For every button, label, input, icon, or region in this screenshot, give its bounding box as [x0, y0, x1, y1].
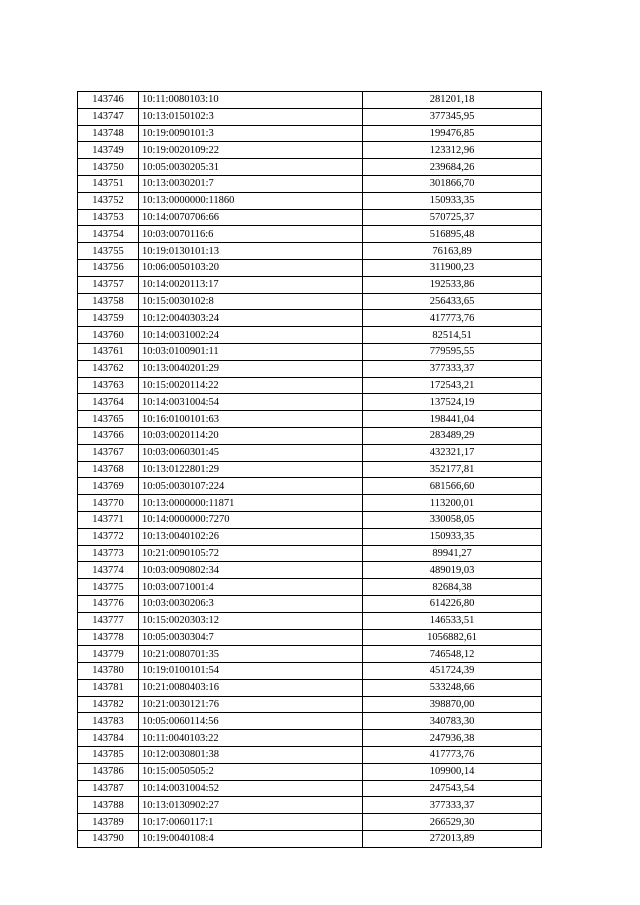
table-row: [78, 562, 542, 579]
cadastral-value-cell: 614226,80: [363, 595, 542, 612]
cadastral-number-cell: 10:03:0060301:45: [139, 444, 363, 461]
cadastral-number-cell: 10:17:0060117:1: [139, 814, 363, 831]
cadastral-value-cell: 398870,00: [363, 696, 542, 713]
table-row: [78, 394, 542, 411]
table-row: [78, 511, 542, 528]
row-number-cell: 143769: [78, 478, 139, 495]
cadastral-number-cell: 10:11:0080103:10: [139, 92, 363, 109]
cadastral-number-cell: 10:14:0031004:54: [139, 394, 363, 411]
cadastral-number-cell: 10:21:0090105:72: [139, 545, 363, 562]
cadastral-number-cell: 10:21:0080701:35: [139, 646, 363, 663]
cadastral-value-cell: 377333,37: [363, 797, 542, 814]
cadastral-number-cell: 10:15:0030102:8: [139, 293, 363, 310]
cadastral-value-cell: 272013,89: [363, 831, 542, 848]
table-row: [78, 192, 542, 209]
cadastral-value-cell: 301866,70: [363, 175, 542, 192]
row-number-cell: 143786: [78, 763, 139, 780]
cadastral-number-cell: 10:05:0060114:56: [139, 713, 363, 730]
row-number-cell: 143755: [78, 243, 139, 260]
cadastral-value-cell: 489019,03: [363, 562, 542, 579]
cadastral-number-cell: 10:13:0000000:11860: [139, 192, 363, 209]
cadastral-number-cell: 10:03:0030206:3: [139, 595, 363, 612]
table-row: [78, 226, 542, 243]
row-number-cell: 143752: [78, 192, 139, 209]
table-body: [78, 92, 542, 848]
row-number-cell: 143766: [78, 427, 139, 444]
cadastral-number-cell: 10:14:0031004:52: [139, 780, 363, 797]
cadastral-value-cell: 516895,48: [363, 226, 542, 243]
table-row: [78, 293, 542, 310]
row-number-cell: 143768: [78, 461, 139, 478]
table-row: [78, 142, 542, 159]
row-number-cell: 143785: [78, 747, 139, 764]
table-row: [78, 797, 542, 814]
cadastral-number-cell: 10:19:0130101:13: [139, 243, 363, 260]
cadastral-value-cell: 417773,76: [363, 310, 542, 327]
row-number-cell: 143787: [78, 780, 139, 797]
table-row: [78, 243, 542, 260]
cadastral-value-cell: 266529,30: [363, 814, 542, 831]
table-row: [78, 814, 542, 831]
cadastral-number-cell: 10:03:0071001:4: [139, 579, 363, 596]
cadastral-value-cell: 113200,01: [363, 495, 542, 512]
row-number-cell: 143750: [78, 159, 139, 176]
cadastral-number-cell: 10:19:0090101:3: [139, 125, 363, 142]
cadastral-value-cell: 150933,35: [363, 192, 542, 209]
cadastral-number-cell: 10:13:0122801:29: [139, 461, 363, 478]
cadastral-value-cell: 256433,65: [363, 293, 542, 310]
cadastral-number-cell: 10:11:0040103:22: [139, 730, 363, 747]
cadastral-value-cell: 82514,51: [363, 327, 542, 344]
table-row: [78, 663, 542, 680]
table-row: [78, 427, 542, 444]
table-row: [78, 343, 542, 360]
cadastral-value-cell: 417773,76: [363, 747, 542, 764]
cadastral-number-cell: 10:19:0040108:4: [139, 831, 363, 848]
table-row: [78, 377, 542, 394]
table-row: [78, 310, 542, 327]
cadastral-number-cell: 10:14:0031002:24: [139, 327, 363, 344]
table-row: [78, 646, 542, 663]
cadastral-value-cell: 451724,39: [363, 663, 542, 680]
cadastral-number-cell: 10:15:0020114:22: [139, 377, 363, 394]
table-row: [78, 495, 542, 512]
cadastral-number-cell: 10:13:0040102:26: [139, 528, 363, 545]
row-number-cell: 143762: [78, 360, 139, 377]
row-number-cell: 143757: [78, 276, 139, 293]
cadastral-value-cell: 137524,19: [363, 394, 542, 411]
table-row: [78, 713, 542, 730]
cadastral-number-cell: 10:21:0080403:16: [139, 679, 363, 696]
table-row: [78, 545, 542, 562]
row-number-cell: 143747: [78, 108, 139, 125]
row-number-cell: 143767: [78, 444, 139, 461]
cadastral-value-cell: 172543,21: [363, 377, 542, 394]
row-number-cell: 143781: [78, 679, 139, 696]
cadastral-value-cell: 432321,17: [363, 444, 542, 461]
row-number-cell: 143760: [78, 327, 139, 344]
cadastral-value-cell: 192533,86: [363, 276, 542, 293]
cadastral-value-cell: 377345,95: [363, 108, 542, 125]
cadastral-number-cell: 10:12:0040303:24: [139, 310, 363, 327]
row-number-cell: 143784: [78, 730, 139, 747]
cadastral-number-cell: 10:13:0030201:7: [139, 175, 363, 192]
cadastral-number-cell: 10:03:0100901:11: [139, 343, 363, 360]
cadastral-value-cell: 109900,14: [363, 763, 542, 780]
cadastral-value-cell: 533248,66: [363, 679, 542, 696]
table-row: [78, 595, 542, 612]
row-number-cell: 143780: [78, 663, 139, 680]
table-row: [78, 92, 542, 109]
cadastral-number-cell: 10:13:0130902:27: [139, 797, 363, 814]
cadastral-value-cell: 247543,54: [363, 780, 542, 797]
cadastral-value-table: [77, 91, 542, 848]
cadastral-number-cell: 10:15:0020303:12: [139, 612, 363, 629]
table-row: [78, 612, 542, 629]
table-row: [78, 411, 542, 428]
cadastral-number-cell: 10:06:0050103:20: [139, 259, 363, 276]
table-row: [78, 831, 542, 848]
row-number-cell: 143789: [78, 814, 139, 831]
row-number-cell: 143754: [78, 226, 139, 243]
cadastral-number-cell: 10:16:0100101:63: [139, 411, 363, 428]
row-number-cell: 143749: [78, 142, 139, 159]
row-number-cell: 143775: [78, 579, 139, 596]
cadastral-value-cell: 150933,35: [363, 528, 542, 545]
row-number-cell: 143777: [78, 612, 139, 629]
row-number-cell: 143756: [78, 259, 139, 276]
table-row: [78, 679, 542, 696]
table-row: [78, 747, 542, 764]
row-number-cell: 143764: [78, 394, 139, 411]
row-number-cell: 143763: [78, 377, 139, 394]
table-row: [78, 327, 542, 344]
table-row: [78, 579, 542, 596]
table-row: [78, 780, 542, 797]
row-number-cell: 143746: [78, 92, 139, 109]
table-row: [78, 360, 542, 377]
table-row: [78, 259, 542, 276]
cadastral-number-cell: 10:13:0150102:3: [139, 108, 363, 125]
cadastral-value-cell: 340783,30: [363, 713, 542, 730]
cadastral-value-cell: 199476,85: [363, 125, 542, 142]
row-number-cell: 143771: [78, 511, 139, 528]
cadastral-number-cell: 10:05:0030205:31: [139, 159, 363, 176]
row-number-cell: 143790: [78, 831, 139, 848]
cadastral-value-cell: 198441,04: [363, 411, 542, 428]
row-number-cell: 143776: [78, 595, 139, 612]
table-row: [78, 125, 542, 142]
row-number-cell: 143783: [78, 713, 139, 730]
table-row: [78, 209, 542, 226]
cadastral-number-cell: 10:19:0100101:54: [139, 663, 363, 680]
cadastral-value-cell: 239684,26: [363, 159, 542, 176]
cadastral-number-cell: 10:14:0020113:17: [139, 276, 363, 293]
cadastral-value-cell: 123312,96: [363, 142, 542, 159]
cadastral-number-cell: 10:21:0030121:76: [139, 696, 363, 713]
table-row: [78, 159, 542, 176]
row-number-cell: 143761: [78, 343, 139, 360]
row-number-cell: 143774: [78, 562, 139, 579]
cadastral-value-cell: 330058,05: [363, 511, 542, 528]
row-number-cell: 143772: [78, 528, 139, 545]
row-number-cell: 143753: [78, 209, 139, 226]
cadastral-value-cell: 570725,37: [363, 209, 542, 226]
table-row: [78, 461, 542, 478]
row-number-cell: 143782: [78, 696, 139, 713]
table-row: [78, 629, 542, 646]
row-number-cell: 143779: [78, 646, 139, 663]
row-number-cell: 143748: [78, 125, 139, 142]
cadastral-number-cell: 10:13:0000000:11871: [139, 495, 363, 512]
cadastral-value-cell: 281201,18: [363, 92, 542, 109]
cadastral-value-cell: 377333,37: [363, 360, 542, 377]
table-row: [78, 730, 542, 747]
table-row: [78, 108, 542, 125]
cadastral-number-cell: 10:15:0050505:2: [139, 763, 363, 780]
cadastral-value-cell: 681566,60: [363, 478, 542, 495]
cadastral-value-cell: 76163,89: [363, 243, 542, 260]
cadastral-number-cell: 10:14:0000000:7270: [139, 511, 363, 528]
cadastral-number-cell: 10:05:0030304:7: [139, 629, 363, 646]
row-number-cell: 143770: [78, 495, 139, 512]
cadastral-number-cell: 10:03:0070116:6: [139, 226, 363, 243]
cadastral-number-cell: 10:13:0040201:29: [139, 360, 363, 377]
row-number-cell: 143778: [78, 629, 139, 646]
cadastral-value-cell: 89941,27: [363, 545, 542, 562]
cadastral-number-cell: 10:05:0030107:224: [139, 478, 363, 495]
cadastral-value-cell: 746548,12: [363, 646, 542, 663]
cadastral-value-cell: 146533,51: [363, 612, 542, 629]
cadastral-value-cell: 283489,29: [363, 427, 542, 444]
table-row: [78, 175, 542, 192]
row-number-cell: 143759: [78, 310, 139, 327]
cadastral-value-cell: 311900,23: [363, 259, 542, 276]
cadastral-number-cell: 10:03:0090802:34: [139, 562, 363, 579]
cadastral-value-cell: 352177,81: [363, 461, 542, 478]
cadastral-number-cell: 10:14:0070706:66: [139, 209, 363, 226]
table-row: [78, 763, 542, 780]
table-row: [78, 696, 542, 713]
row-number-cell: 143788: [78, 797, 139, 814]
table-row: [78, 478, 542, 495]
row-number-cell: 143751: [78, 175, 139, 192]
row-number-cell: 143765: [78, 411, 139, 428]
row-number-cell: 143773: [78, 545, 139, 562]
row-number-cell: 143758: [78, 293, 139, 310]
table-row: [78, 528, 542, 545]
cadastral-value-cell: 82684,38: [363, 579, 542, 596]
cadastral-value-cell: 247936,38: [363, 730, 542, 747]
cadastral-number-cell: 10:03:0020114:20: [139, 427, 363, 444]
table-row: [78, 444, 542, 461]
cadastral-number-cell: 10:12:0030801:38: [139, 747, 363, 764]
cadastral-value-cell: 1056882,61: [363, 629, 542, 646]
cadastral-number-cell: 10:19:0020109:22: [139, 142, 363, 159]
cadastral-value-cell: 779595,55: [363, 343, 542, 360]
table-row: [78, 276, 542, 293]
